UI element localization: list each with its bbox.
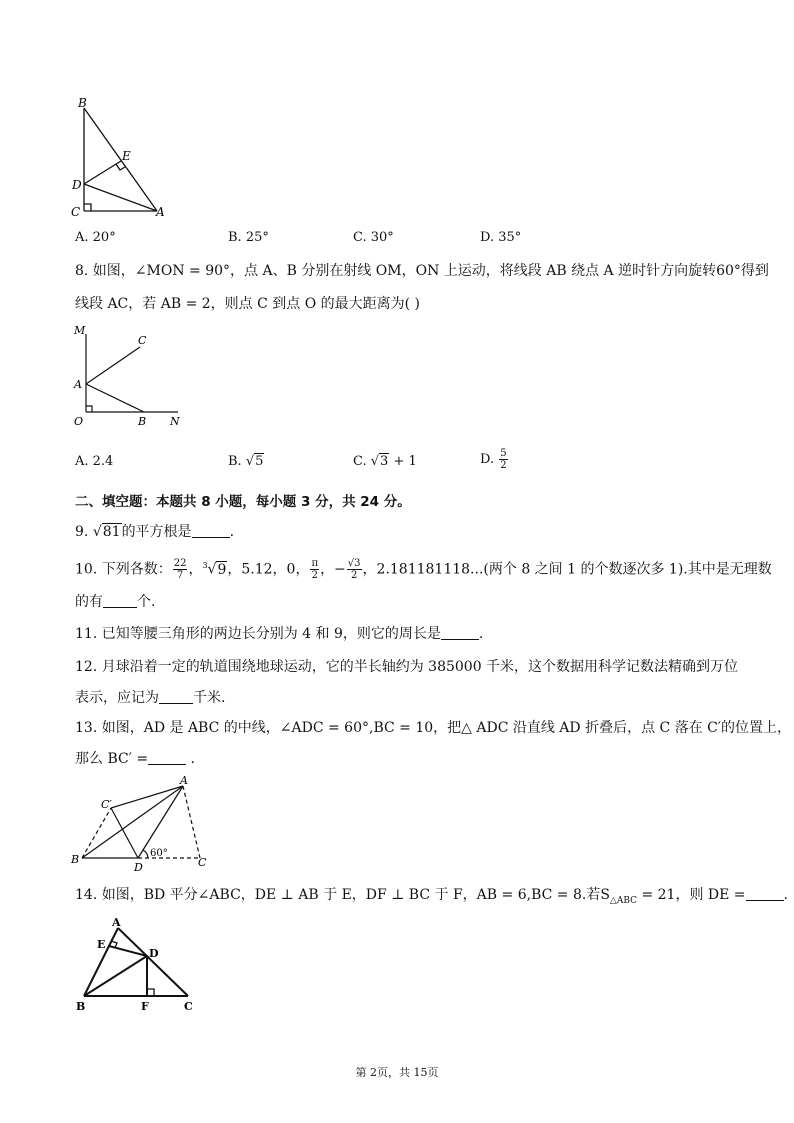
q8-option-b-radicand: 5 [255, 454, 264, 469]
q13-label-d: D [134, 861, 143, 874]
q14-label-f: F [141, 1000, 149, 1013]
q10-neg: ，− [320, 561, 346, 578]
q14-answer-blank[interactable] [746, 886, 784, 901]
q14-label-d: D [149, 947, 159, 960]
q8-label-o: O [74, 415, 84, 428]
q11-answer-blank[interactable] [441, 625, 479, 640]
q10-middle: ，5.12，0， [227, 561, 310, 578]
q8-option-a: A. 2.4 [75, 454, 114, 469]
q8-label-c: C [138, 334, 147, 347]
q9-radicand: 81 [102, 524, 121, 540]
q8-option-d-prefix: D. [480, 452, 499, 467]
q14-triangle-figure [70, 914, 200, 1014]
q7-option-b: B. 25° [228, 230, 269, 245]
q10-f2-den: 2 [311, 570, 318, 582]
q12-line2-prefix: 表示，应记为 [75, 690, 159, 706]
q10-f3-num: √3 [347, 558, 361, 570]
q7-triangle-figure [66, 94, 176, 220]
q14-label-b: B [76, 1000, 86, 1013]
page-footer: 第 2页，共 15页 [355, 1066, 439, 1079]
q13-line2-prefix: 那么 BC′ = [75, 751, 149, 767]
q8-option-b: B. √5 [228, 454, 264, 469]
q10-lead: 10. 下列各数： [75, 561, 172, 578]
q14-text: 14. 如图，BD 平分∠ABC，DE ⊥ AB 于 E，DF ⊥ BC 于 F，AB = 6,BC = 8.若S [75, 887, 610, 903]
q13-label-c: C [198, 856, 207, 869]
q14-label-e: E [97, 938, 106, 951]
q13-fold-figure [68, 774, 218, 874]
q8-rotation-figure [68, 320, 188, 430]
q10-fraction-3 [347, 558, 362, 581]
q8-label-n: N [170, 415, 180, 428]
q9-suffix: 的平方根是 [121, 524, 192, 540]
q14-question [75, 885, 788, 911]
q8-option-d-num: 5 [500, 448, 507, 459]
q10-line2-suffix: 个. [137, 594, 156, 610]
q14-after: = 21，则 DE = [637, 887, 746, 903]
q14-label-c: C [184, 1000, 193, 1013]
q8-label-a: A [74, 378, 82, 391]
q10-fraction-1 [173, 558, 188, 581]
q13-question-line1: 13. 如图，AD 是 ABC 的中线，∠ADC = 60°,BC = 10，把△ ADC 沿直线 AD 折叠后，点 C 落在 C′的位置上， [75, 720, 792, 736]
q7-label-e: E [122, 149, 131, 163]
q10-tail: ，2.181181118...(两个 8 之间 1 的个数逐次多 1).其中是无理数 [362, 561, 772, 578]
q11-question [75, 624, 483, 644]
q11-text: 11. 已知等腰三角形的两边长分别为 4 和 9，则它的周长是 [75, 626, 441, 642]
q10-f2-num: π [311, 558, 319, 570]
q9-end: . [229, 524, 235, 540]
q8-label-b: B [138, 415, 147, 428]
q13-label-a: A [180, 774, 188, 787]
q9-question: 9. √81的平方根是 . [75, 524, 235, 540]
q7-label-c: C [71, 205, 81, 219]
q14-end: . [783, 887, 788, 903]
q12-line2-suffix: 千米. [193, 690, 226, 706]
q9-prefix: 9. [75, 524, 93, 540]
q13-angle-label: 60° [150, 848, 168, 859]
q13-answer-blank[interactable] [148, 750, 186, 765]
q10-sep: ， [188, 561, 203, 578]
q8-option-c-suffix: + 1 [389, 454, 417, 469]
q7-option-d: D. 35° [480, 230, 522, 245]
q10-f1-den: 7 [176, 570, 184, 582]
q11-end: . [478, 626, 484, 642]
q8-option-d [480, 448, 509, 471]
q10-line2-prefix: 的有 [75, 594, 103, 610]
q10-f1-num: 22 [173, 558, 187, 570]
q13-label-b: B [71, 853, 80, 866]
q12-question-line2 [75, 688, 225, 708]
q13-label-c-prime: C′ [101, 798, 112, 811]
q13-line2-suffix: . [186, 751, 195, 767]
section-2-heading: 二、填空题：本题共 8 小题，每小题 3 分，共 24 分。 [75, 494, 411, 510]
q8-question-line2: 线段 AC，若 AB = 2，则点 C 到点 O 的最大距离为( ) [75, 296, 421, 312]
q7-label-b: B [78, 96, 87, 110]
q8-option-c-radicand: 3 [380, 454, 389, 469]
q8-question-line1: 8. 如图，∠MON = 90°，点 A、B 分别在射线 OM，ON 上运动，将线段 AB 绕点 A 逆时针方向旋转60°得到 [75, 263, 769, 279]
q7-option-a: A. 20° [75, 230, 116, 245]
q7-label-a: A [156, 205, 165, 219]
q14-label-a: A [112, 916, 121, 929]
q8-option-b-prefix: B. [228, 454, 246, 469]
q10-answer-blank[interactable] [103, 593, 137, 608]
q8-option-d-den: 2 [500, 460, 507, 471]
q14-subscript: △ABC [609, 895, 638, 906]
q8-option-c: C. √3 + 1 [353, 454, 417, 469]
q8-option-c-prefix: C. [353, 454, 371, 469]
q7-option-c: C. 30° [353, 230, 394, 245]
q12-question-line1: 12. 月球沿着一定的轨道围绕地球运动，它的半长轴约为 385000 千米，这个数据用科学记数法精确到万位 [75, 659, 739, 675]
q10-cube-index: 3 [202, 561, 208, 570]
q10-f3-den: 2 [350, 570, 358, 582]
q8-label-m: M [74, 324, 86, 337]
q10-question-line2 [75, 592, 155, 612]
q10-cube-radicand: 9 [217, 561, 227, 578]
q9-answer-blank[interactable] [192, 523, 230, 538]
q8-option-d-fraction [499, 448, 507, 471]
q7-label-d: D [72, 178, 82, 192]
q10-fraction-2 [310, 558, 319, 581]
q12-answer-blank[interactable] [159, 689, 193, 704]
q10-question-line1: 10. 下列各数： $\frac{22}{7}$ ，$^3$√9，5.12，0， $\frac{\pi}{2}$ ，− $\frac{√3}{2}$ ，2.181181118...(两个 8 之间 1 的个数逐次多 1).其中是无理数 [75, 558, 772, 582]
q13-question-line2 [75, 749, 195, 769]
